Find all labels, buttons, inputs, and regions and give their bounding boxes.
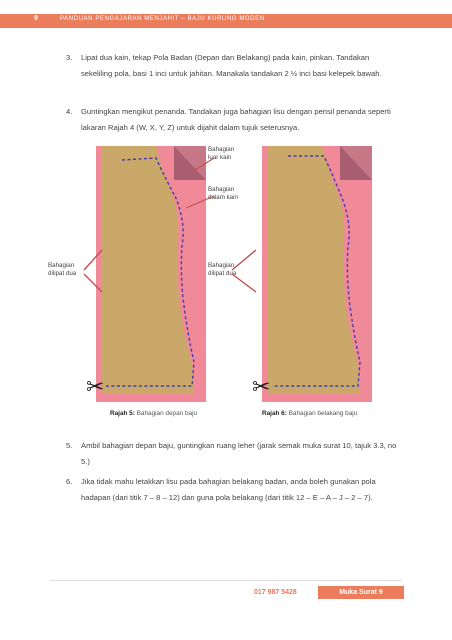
footer-phone: 017 987 5428 (254, 589, 297, 596)
list-item (66, 474, 406, 522)
label-dalam-kain: Bahagian dalam kain (208, 186, 238, 201)
item-text: Lipat dua kain, tekap Pola Badan (Depan dan Belakang) pada kain, pinkan. Tandakan sekeliling pola, basi 1 inci untuk jahitan. Manakala tandakan 2 ½ inci basi kelepek bawah. (81, 53, 382, 78)
item-number: 6. (66, 477, 73, 486)
item-text: Ambil bahagian depan baju, guntingkan ruang leher (jarak semak muka surat 10, tajuk 3.3, no 5.) (81, 441, 397, 466)
header-title: PANDUAN PENGAJARAN MENJAHIT – BAJU KURUNG MODEN (60, 16, 265, 22)
arrow-line (192, 158, 214, 172)
label-luar-kain: Bahagian luar kain (208, 146, 235, 161)
footer-divider (50, 580, 402, 581)
figure-back-bodice (262, 146, 372, 402)
arrow-line (84, 250, 102, 292)
figure-caption-left: Rajah 5: Bahagian depan baju (110, 410, 198, 417)
header-page-number: 9 (34, 15, 38, 22)
scissors-icon: ✂ (252, 374, 271, 399)
item-number: 3. (66, 53, 73, 62)
scissors-icon: ✂ (86, 374, 105, 399)
item-number: 5. (66, 441, 73, 450)
item-text: Jika tidak mahu letakkan lisu pada bahagian belakang badan, anda boleh gunakan pola hadapan (dari titik 7 – 8 – 12) dan guna pola belakang (dari titik 12 – E – A – J – 2 – 7). (81, 477, 376, 502)
figure-caption-right: Rajah 6: Bahagian belakang baju (262, 410, 358, 417)
label-dilipat-dua-left: Bahagian dilipat dua (48, 262, 77, 277)
item-text: Guntingkan mengikut penanda. Tandakan juga bahagian lisu dengan pensil penanda seperti lakaran Rajah 4 (W, X, Y, Z) untuk dijahit dalam tujuk seterusnya. (81, 107, 391, 132)
item-number: 4. (66, 107, 73, 116)
arrow-line (186, 196, 214, 208)
arrow-line (232, 250, 256, 292)
footer-page-badge: Muka Surat 9 (318, 586, 404, 599)
label-dilipat-dua-right: Bahagian dilipat dua (208, 262, 237, 277)
list-item (66, 438, 406, 470)
